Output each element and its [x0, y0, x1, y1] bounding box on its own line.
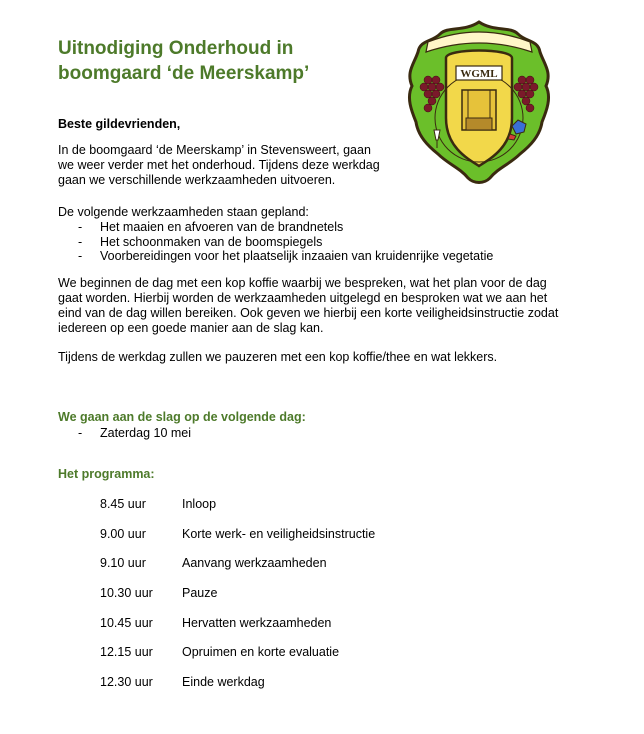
programma-row — [100, 556, 375, 586]
programma-time: 12.30 uur — [100, 675, 153, 690]
intro-line: In de boomgaard ‘de Meerskamp’ in Stevensweert, gaan — [58, 143, 371, 157]
plan-paragraph — [58, 276, 558, 336]
programma-time: 10.45 uur — [100, 615, 153, 630]
programma-activity: Opruimen en korte evaluatie — [182, 645, 340, 660]
page-title: Uitnodiging Onderhoud in boomgaard ‘de Meerskamp’ — [58, 38, 310, 84]
intro-line: gaan we verschillende werkzaamheden uitvoeren. — [58, 173, 336, 187]
programma-time: 9.10 uur — [100, 556, 146, 571]
programma-activity: Pauze — [182, 586, 218, 601]
tasks-list — [58, 220, 493, 264]
programma-activity: Hervatten werkzaamheden — [182, 615, 332, 630]
list-item: - Het schoonmaken van de boomspiegels — [58, 235, 493, 250]
programma-activity: Einde werkdag — [182, 675, 265, 690]
programma-row — [100, 586, 375, 616]
programma-heading: Het programma: — [58, 467, 155, 481]
date-list — [58, 426, 191, 441]
programma-time: 12.15 uur — [100, 645, 153, 660]
programma-row — [100, 675, 375, 705]
programma-time: 10.30 uur — [100, 586, 153, 601]
logo-shield-text: WGML — [460, 68, 498, 80]
plan-line: iedereen op een goede manier aan de slag kan. — [58, 321, 324, 335]
plan-line: gaat worden. Hierbij worden de werkzaamheden uitgelegd en besproken wat we aan het — [58, 291, 548, 305]
list-item: - Het maaien en afvoeren van de brandnetels — [58, 220, 493, 235]
programma-row — [100, 616, 375, 646]
list-item: - Zaterdag 10 mei — [58, 426, 191, 441]
intro-line: we weer verder met het onderhoud. Tijdens deze werkdag — [58, 158, 380, 172]
tasks-heading: De volgende werkzaamheden staan gepland: — [58, 205, 309, 219]
programma-time: 8.45 uur — [100, 497, 146, 511]
intro-paragraph — [58, 143, 380, 188]
list-item: - Voorbereidingen voor het plaatselijk inzaaien van kruidenrijke vegetatie — [58, 249, 493, 264]
greeting: Beste gildevrienden, — [58, 117, 181, 131]
programma-activity: Aanvang werkzaamheden — [182, 556, 327, 571]
date-heading: We gaan aan de slag op de volgende dag: — [58, 410, 306, 424]
plan-line: We beginnen de dag met een kop koffie waarbij we bespreken, wat het plan voor de dag — [58, 276, 547, 290]
plan-line: eind van de dag willen bereiken. Ook geven we hierbij een korte veiligheidsinstructie zodat — [58, 306, 559, 320]
programma-row — [100, 497, 375, 527]
guild-logo — [406, 18, 552, 188]
programma-time: 9.00 uur — [100, 526, 146, 541]
programma-activity: Inloop — [182, 497, 217, 511]
programma-activity: Korte werk- en veiligheidsinstructie — [182, 526, 376, 541]
break-paragraph: Tijdens de werkdag zullen we pauzeren met een kop koffie/thee en wat lekkers. — [58, 350, 498, 364]
programma-table — [100, 497, 375, 705]
programma-row — [100, 645, 375, 675]
programma-row — [100, 527, 375, 557]
